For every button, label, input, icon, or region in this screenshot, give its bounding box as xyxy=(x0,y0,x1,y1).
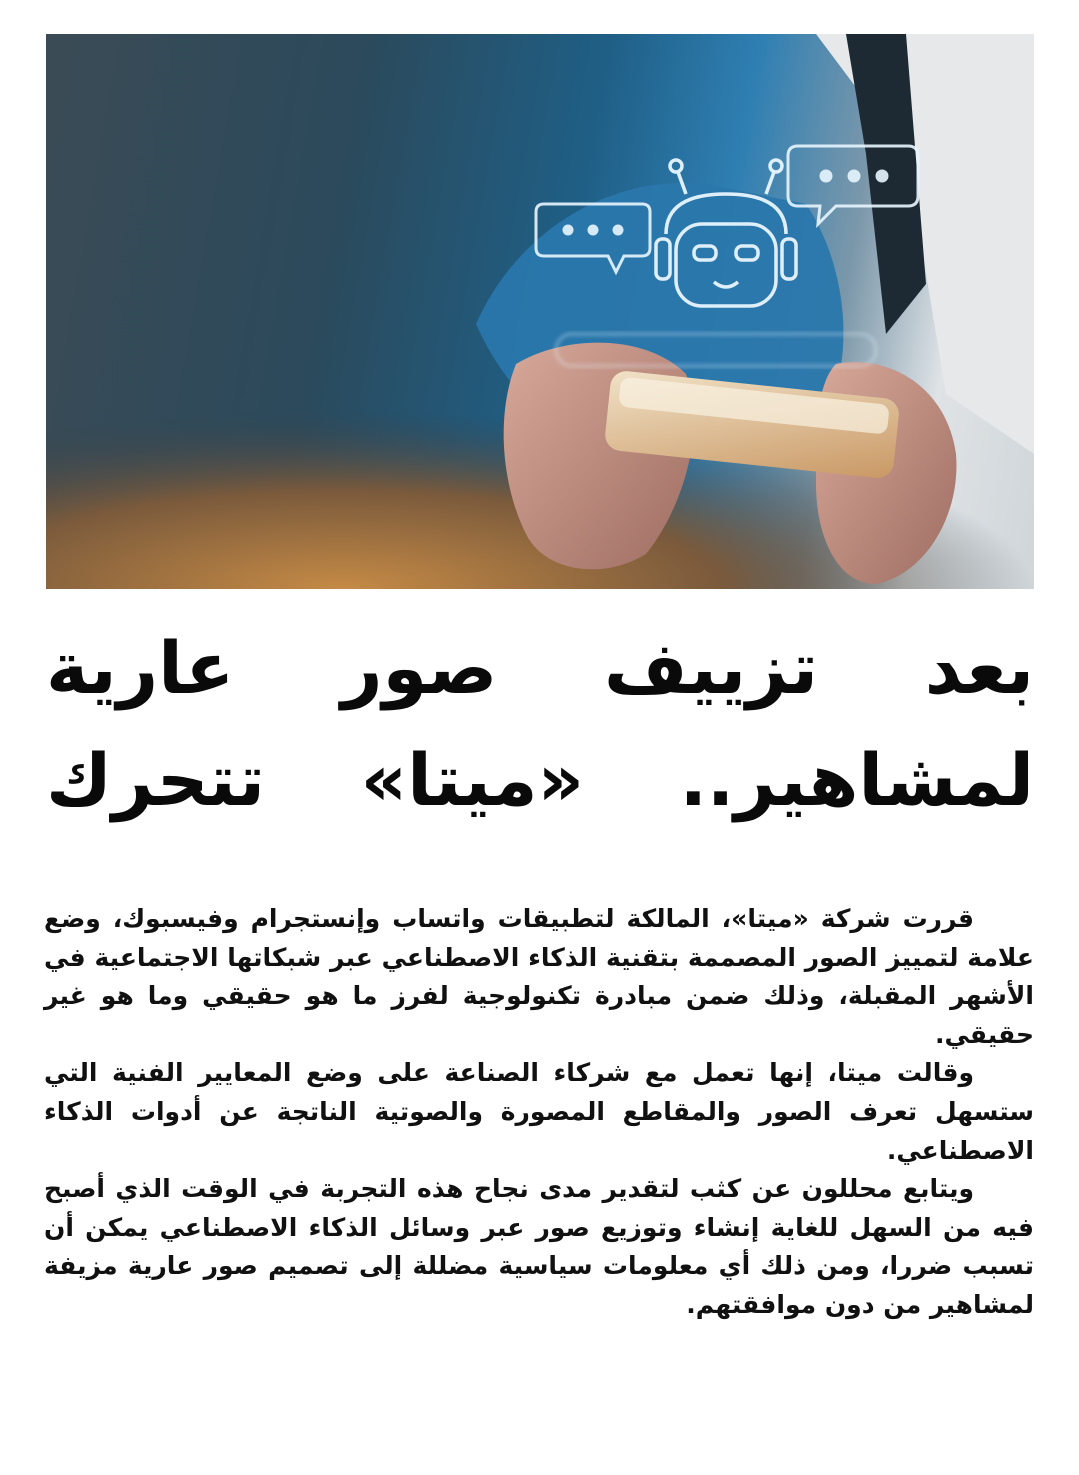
paragraph-1: قررت شركة «ميتا»، المالكة لتطبيقات واتساب وإنستجرام وفيسبوك، وضع علامة لتمييز الصور المصممة بتقنية الذكاء الاصطناعي عبر شبكاتها الاجتماعية في الأشهر المقبلة، وذلك ضمن مبادرة تكنولوجية لفرز ما هو حقيقي وما هو غير حقيقي. xyxy=(44,904,1034,1049)
headline xyxy=(46,612,1034,836)
headline-line-1: بعد تزييف صور عارية xyxy=(46,626,1034,710)
article-body xyxy=(44,900,1034,1325)
headline-line-2: لمشاهير.. «ميتا» تتحرك xyxy=(46,738,1034,822)
paragraph-2: وقالت ميتا، إنها تعمل مع شركاء الصناعة على وضع المعايير الفنية التي ستسهل تعرف الصور والمقاطع المصورة والصوتية الناتجة عن أدوات الذكاء الاصطناعي. xyxy=(44,1058,1034,1165)
article-photo xyxy=(46,34,1034,589)
paragraph-3: ويتابع محللون عن كثب لتقدير مدى نجاح هذه التجربة في الوقت الذي أصبح فيه من السهل للغاية إنشاء وتوزيع صور عبر وسائل الذكاء الاصطناعي يمكن أن تسبب ضررا، ومن ذلك أي معلومات سياسية مضللة إلى تصميم صور عارية مزيفة لمشاهير من دون موافقتهم. xyxy=(44,1174,1034,1319)
ai-chatbot-illustration xyxy=(46,34,1034,589)
